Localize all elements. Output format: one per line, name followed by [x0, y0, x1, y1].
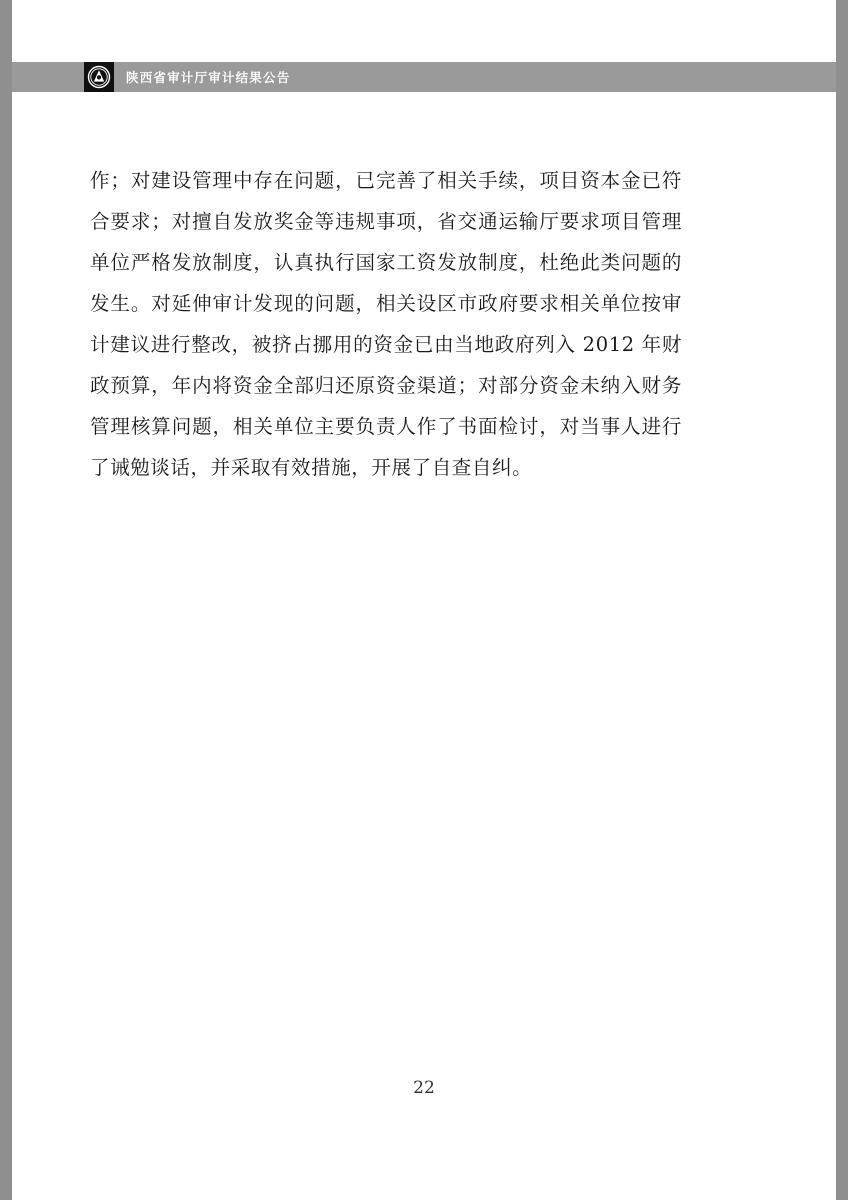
page-number: 22 [413, 1078, 435, 1098]
document-content [90, 160, 682, 488]
page-header [84, 62, 290, 92]
shaanxi-audit-emblem-icon [84, 62, 114, 92]
body-paragraph: 作；对建设管理中存在问题，已完善了相关手续，项目资本金已符合要求；对擅自发放奖金等违规事项，省交通运输厅要求项目管理单位严格发放制度，认真执行国家工资发放制度，杜绝此类问题的发生。对延伸审计发现的问题，相关设区市政府要求相关单位按审计建议进行整改，被挤占挪用的资金已由当地政府列入 2012 年财政预算，年内将资金全部归还原资金渠道；对部分资金未纳入财务管理核算问题，相关单位主要负责人作了书面检讨，对当事人进行了诫勉谈话，并采取有效措施，开展了自查自纠。 [90, 169, 682, 479]
page-edge-right [836, 0, 848, 1200]
page-header-title: 陕西省审计厅审计结果公告 [126, 70, 291, 85]
document-page [12, 0, 836, 1200]
page-edge-left [0, 0, 12, 1200]
